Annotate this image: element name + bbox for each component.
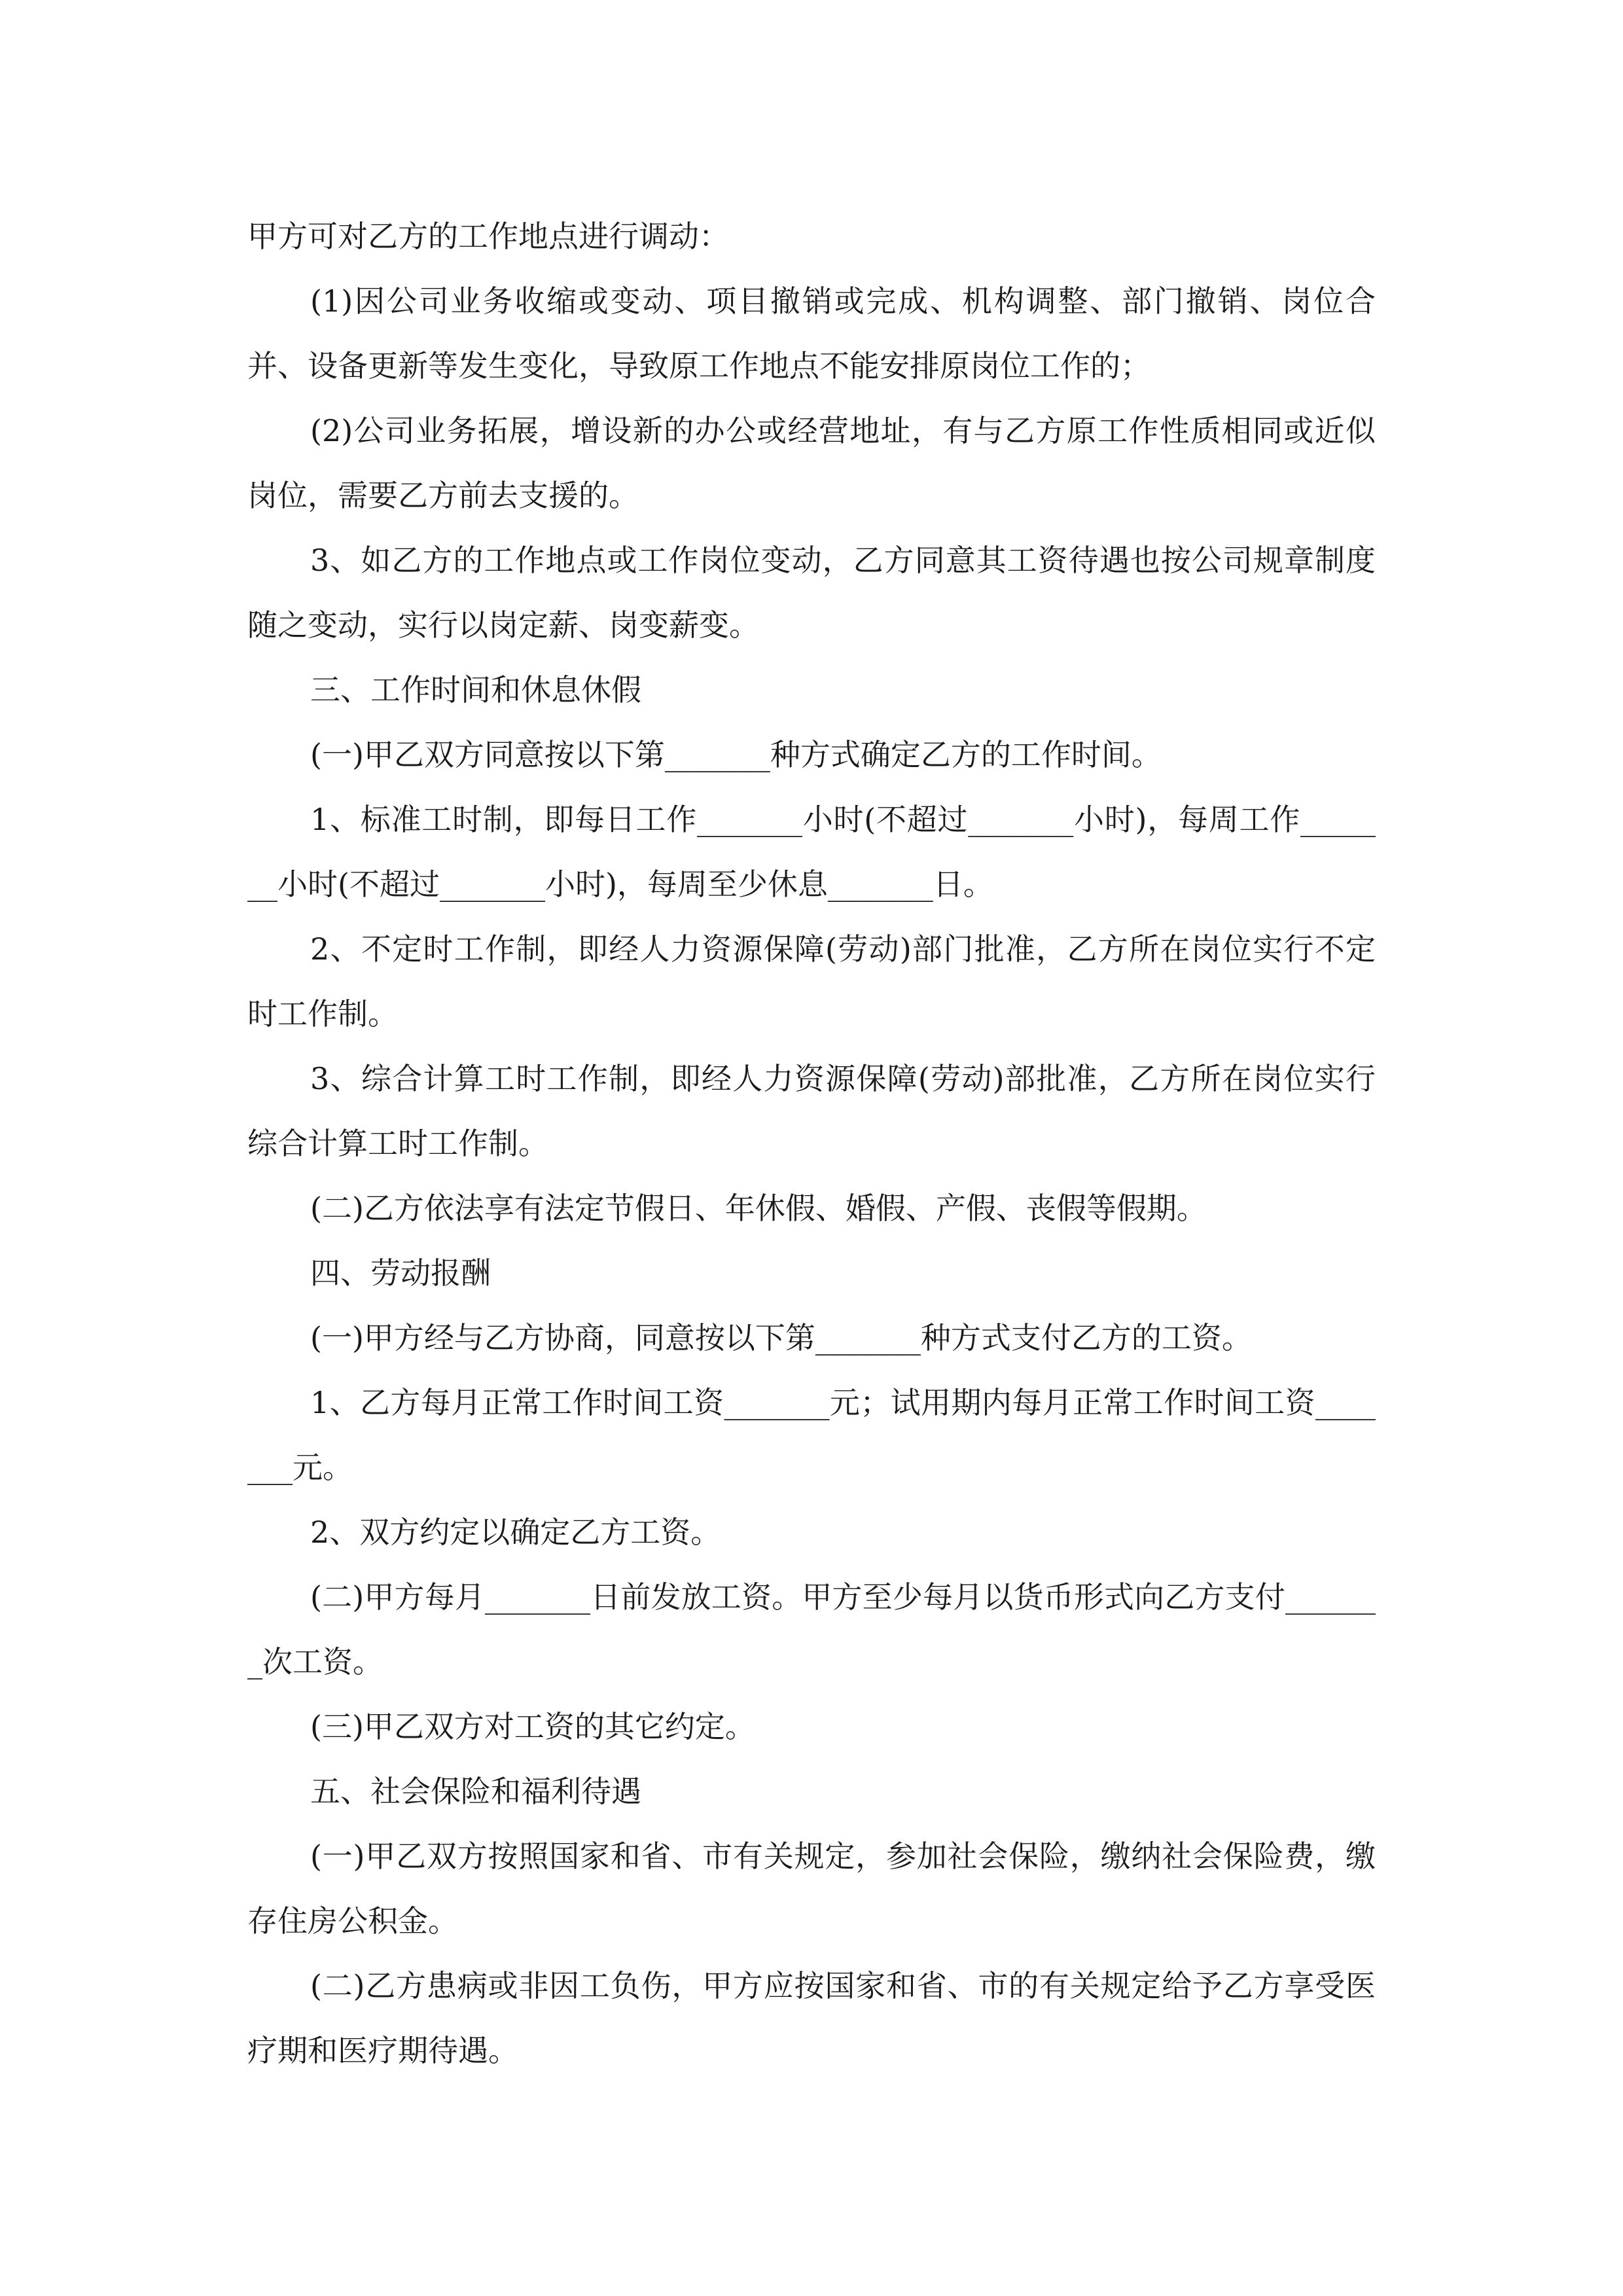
paragraph-pay-date: (二)甲方每月_______日前发放工资。甲方至少每月以货币形式向乙方支付_______次工资。 [247,1579,1376,1679]
document-body [247,204,1376,2083]
paragraph-monthly-salary: 1、乙方每月正常工作时间工资_______元；试用期内每月正常工作时间工资_______元。 [247,1385,1376,1485]
paragraph-medical-leave: (二)乙方患病或非因工负伤，甲方应按国家和省、市的有关规定给予乙方享受医疗期和医疗期待遇。 [247,1968,1376,2068]
section-heading-remuneration: 四、劳动报酬 [310,1255,491,1291]
paragraph-transfer-reason-2: (2)公司业务拓展，增设新的办公或经营地址，有与乙方原工作性质相同或近似岗位，需要乙方前去支援的。 [247,413,1376,513]
paragraph-standard-hours: 1、标准工时制，即每日工作_______小时(不超过_______小时)，每周工作_______小时(不超过_______小时)，每周至少休息_______日。 [247,802,1376,902]
paragraph-transfer-reason-1: (1)因公司业务收缩或变动、项目撤销或完成、机构调整、部门撤销、岗位合并、设备更新等发生变化，导致原工作地点不能安排原岗位工作的； [247,283,1376,384]
section-heading-working-hours: 三、工作时间和休息休假 [310,672,641,708]
paragraph-other-salary-terms: (三)甲乙双方对工资的其它约定。 [310,1709,755,1744]
paragraph-payment-method: (一)甲方经与乙方协商，同意按以下第_______种方式支付乙方的工资。 [310,1320,1252,1355]
paragraph-comprehensive-hours: 3、综合计算工时工作制，即经人力资源保障(劳动)部批准，乙方所在岗位实行综合计算工时工作制。 [247,1061,1376,1161]
paragraph-transfer-intro: 甲方可对乙方的工作地点进行调动： [247,219,729,254]
paragraph-holidays: (二)乙方依法享有法定节假日、年休假、婚假、产假、丧假等假期。 [310,1191,1207,1226]
paragraph-social-insurance: (一)甲乙双方按照国家和省、市有关规定，参加社会保险，缴纳社会保险费，缴存住房公积金。 [247,1839,1376,1939]
paragraph-working-hours-method: (一)甲乙双方同意按以下第_______种方式确定乙方的工作时间。 [310,737,1162,772]
paragraph-flexible-hours: 2、不定时工作制，即经人力资源保障(劳动)部门批准，乙方所在岗位实行不定时工作制。 [247,931,1376,1031]
paragraph-salary-adjustment: 3、如乙方的工作地点或工作岗位变动，乙方同意其工资待遇也按公司规章制度随之变动，实行以岗定薪、岗变薪变。 [247,543,1376,643]
section-heading-social-insurance: 五、社会保险和福利待遇 [310,1774,641,1809]
paragraph-salary-agreement: 2、双方约定以确定乙方工资。 [310,1515,721,1550]
